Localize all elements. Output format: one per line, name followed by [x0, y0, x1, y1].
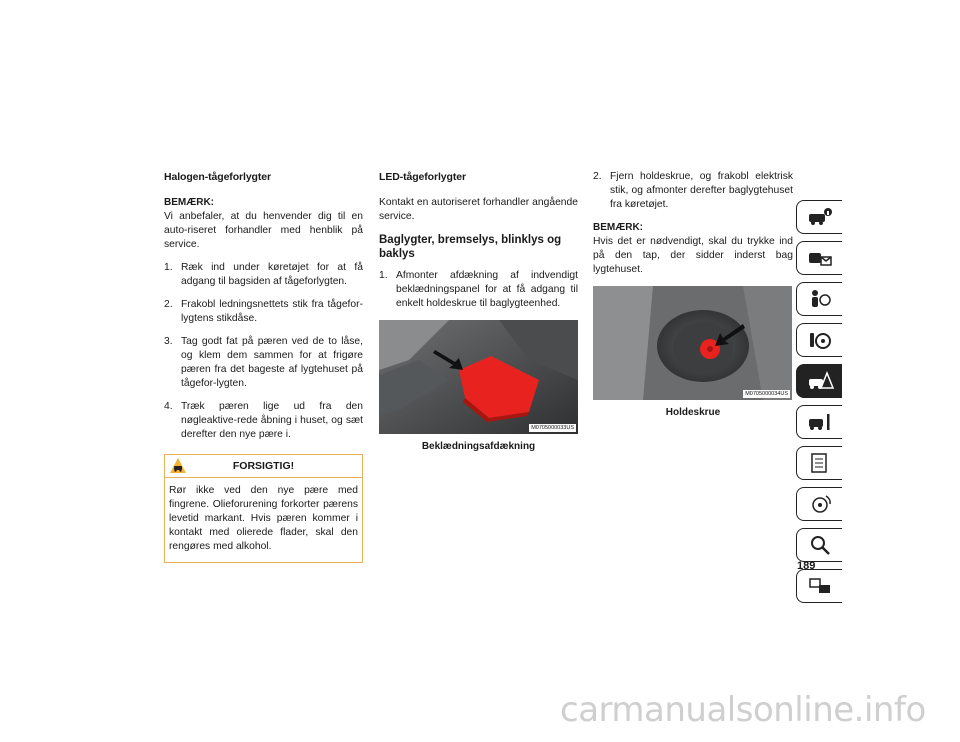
figure-code: M0705000034US [745, 391, 788, 397]
step-item: 4. Træk pæren lige ud fra den nøgleaktive-rede åbning i huset, og sæt derefter den nye pære i. [164, 401, 363, 440]
caution-header [165, 455, 362, 478]
caution-title: FORSIGTIG! [232, 460, 295, 472]
specifications-list-icon [806, 452, 834, 474]
caution-text: Rør ikke ved den nye pære med fingrene. Olieforurening forkorter pærens levetid markant. Hvis pæren kommer i kontakt med olierede flader, skal den rengøres med alkohol. [169, 485, 358, 552]
car-service-icon [806, 411, 834, 433]
dashboard-message-icon [806, 247, 834, 269]
trim-cover-photo [379, 320, 578, 434]
figure-code: M0705000033US [531, 425, 574, 431]
multimedia-icon [806, 493, 834, 515]
trim-cover-illustration [379, 320, 578, 434]
note-text: Vi anbefaler, at du henvender dig til en auto-riseret forhandler med henblik på service. [164, 211, 363, 250]
figure-caption: Beklædningsafdækning [421, 441, 536, 452]
left-column [164, 170, 363, 563]
chapter-tab-languages[interactable] [796, 569, 842, 603]
caution-car-icon [170, 458, 186, 473]
roadside-emergency-icon [806, 370, 834, 392]
caution-box [164, 454, 363, 563]
right-column [593, 170, 793, 420]
chapter-tab-multimedia[interactable] [796, 487, 842, 521]
step-item: 3. Tag godt fat på pæren ved de to låse, og klem dem sammen for at frigøre pæren fra det bageste af lygtehuset på tågefor-lygten. [164, 336, 363, 389]
chapter-tab-instrument-panel[interactable] [796, 241, 842, 275]
safety-person-icon [806, 288, 834, 310]
language-icon [806, 575, 834, 597]
step-item: 1. Afmonter afdækning af indvendigt beklædningspanel for at få adgang til enkelt holdeskrue til baglygteenhed. [379, 270, 578, 309]
led-text: Kontakt en autoriseret forhandler angående service. [379, 197, 578, 222]
search-index-icon [806, 534, 834, 556]
chapter-tab-getting-to-know[interactable] [796, 200, 842, 234]
watermark: carmanualsonline.info [560, 690, 926, 730]
section-heading-halogen: Halogen-tågeforlygter [164, 171, 271, 183]
figure-caption: Holdeskrue [665, 407, 721, 418]
car-info-icon [806, 206, 834, 228]
note-label: BEMÆRK: [593, 222, 643, 233]
steering-wheel-icon [806, 329, 834, 351]
page-number: 189 [797, 560, 816, 572]
chapter-tab-safety[interactable] [796, 282, 842, 316]
chapter-tab-servicing[interactable] [796, 405, 842, 439]
step-item: 1. Ræk ind under køretøjet for at få adgang til bagsiden af tågeforlygten. [164, 262, 363, 287]
step-item: 2. Frakobl ledningsnettets stik fra tågefor-lygtens stikdåse. [164, 299, 363, 324]
chapter-tab-index[interactable] [796, 528, 842, 562]
rear-light-steps-continued [593, 170, 793, 212]
step-item: 2. Fjern holdeskrue, og frakobl elektrisk stik, og afmonter derefter baglygtehuset fra køretøjet. [593, 171, 793, 210]
retaining-screw-photo [593, 286, 792, 400]
chapter-tab-technical-specs[interactable] [796, 446, 842, 480]
middle-column [379, 170, 578, 454]
note-label: BEMÆRK: [164, 197, 214, 208]
rear-light-steps [379, 269, 578, 311]
halogen-steps [164, 261, 363, 442]
section-heading-rear-lights: Baglygter, bremselys, blinklys og baklys [379, 234, 562, 260]
chapter-tabs [796, 200, 842, 610]
chapter-tab-in-case-of-emergency[interactable] [796, 364, 842, 398]
section-heading-led: LED-tågeforlygter [379, 171, 466, 183]
retaining-screw-illustration [593, 286, 792, 400]
chapter-tab-starting-operating[interactable] [796, 323, 842, 357]
note-text: Hvis det er nødvendigt, skal du trykke ind på den tap, der sidder inderst bag lygtehuset. [593, 236, 793, 275]
